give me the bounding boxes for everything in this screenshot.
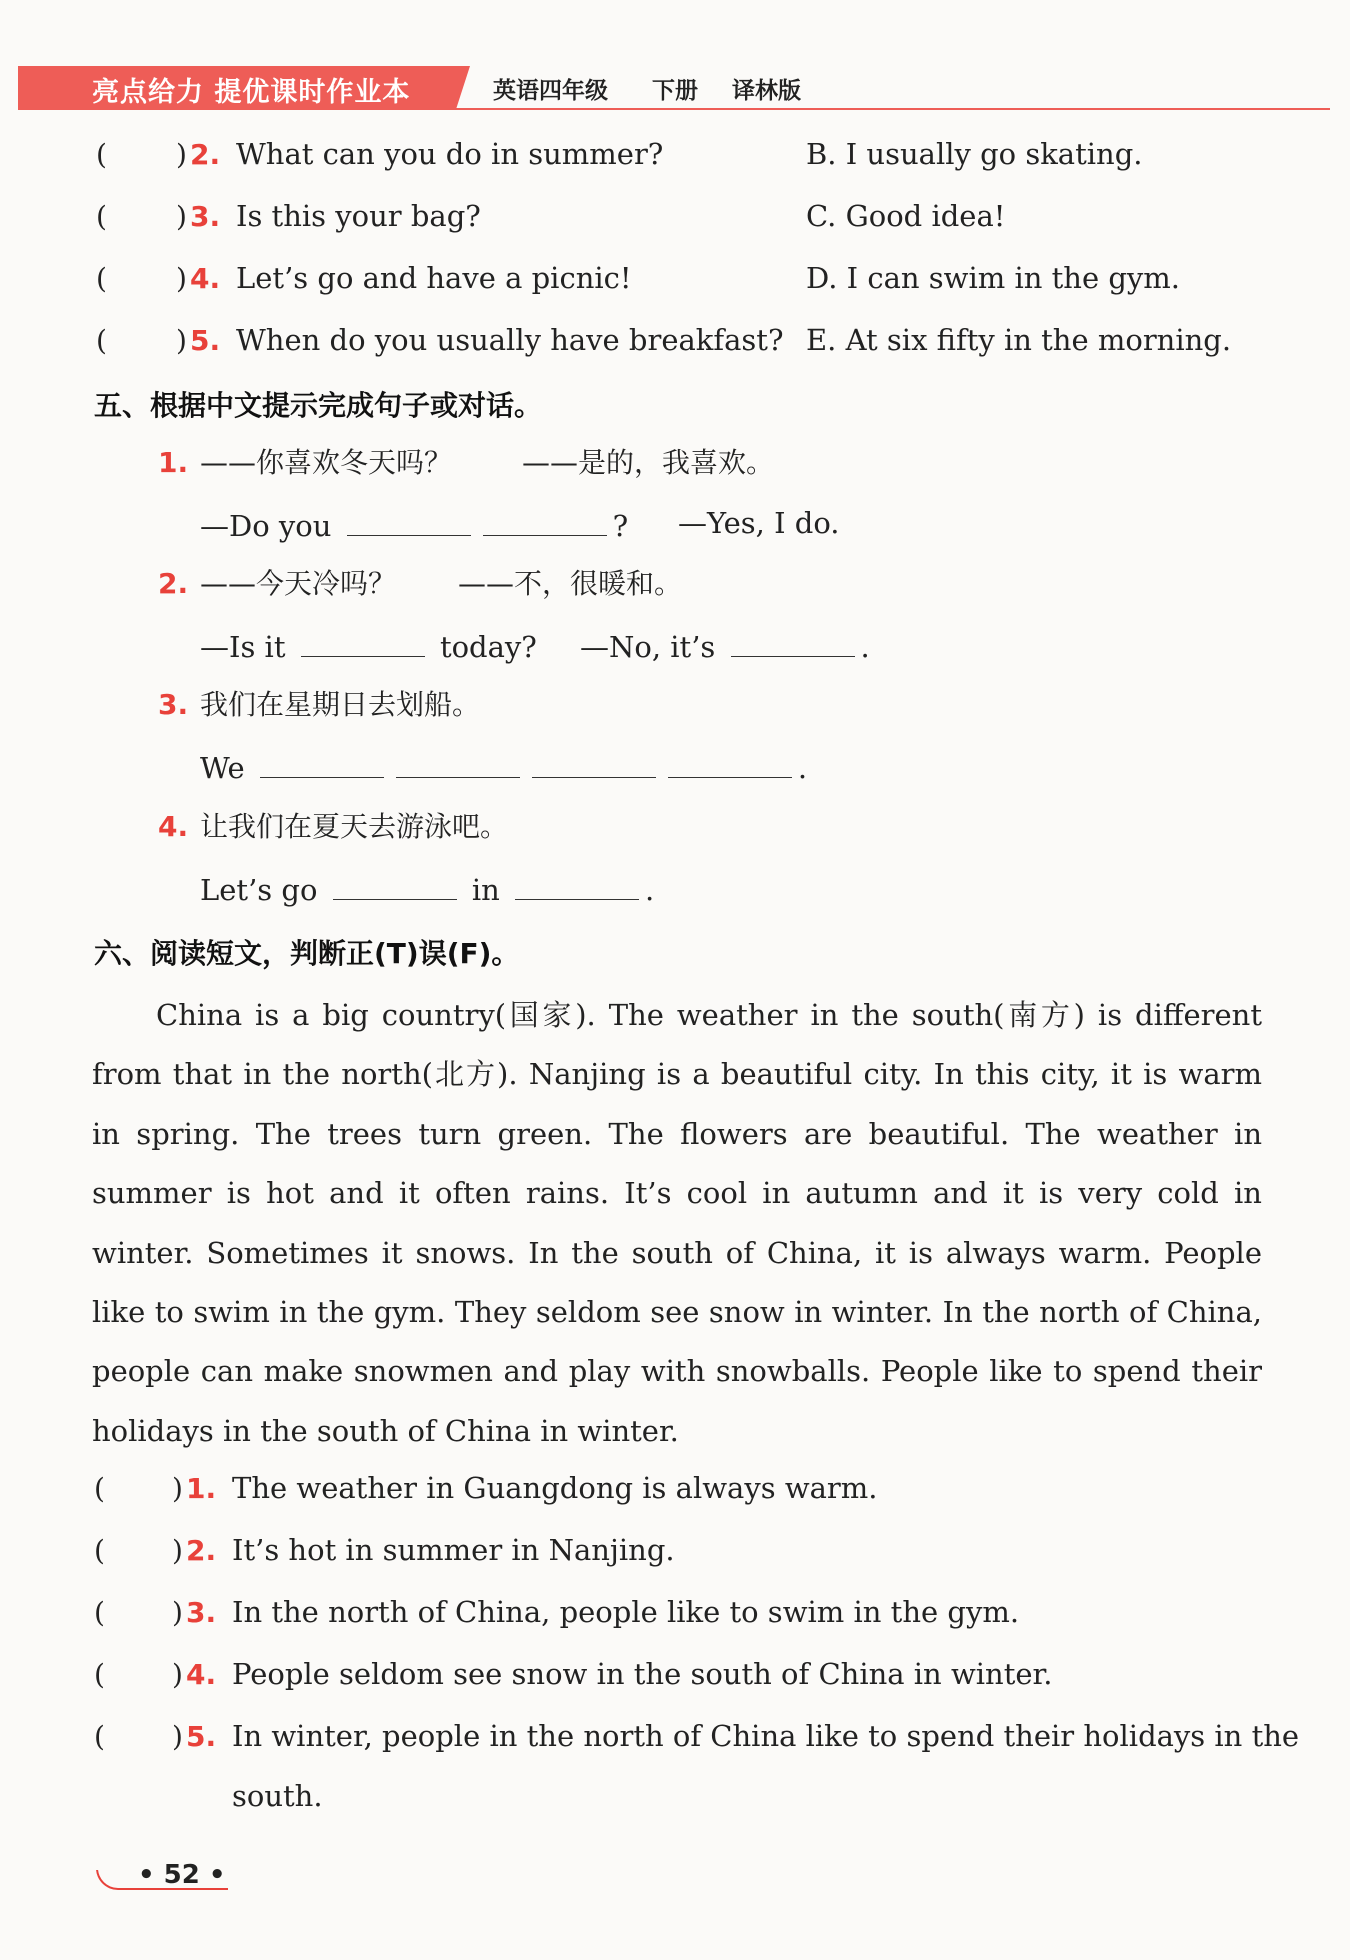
answer-line: Let’s go in .: [200, 869, 654, 908]
answer-blank[interactable]: [347, 505, 471, 536]
answer-blank[interactable]: [483, 505, 607, 536]
question-text: When do you usually have breakfast?: [236, 323, 784, 357]
answer-blank[interactable]: [301, 626, 425, 657]
question-text: In the north of China, people like to swim in the gym.: [232, 1595, 1020, 1629]
question-number: 4.: [190, 262, 221, 295]
answer-blank[interactable]: [731, 626, 855, 657]
chinese-prompt: ——不，很暖和。: [458, 567, 683, 600]
answer-blank[interactable]: [396, 747, 520, 778]
chinese-prompt: ——是的，我喜欢。: [522, 446, 775, 479]
question-number: 2.: [186, 1534, 217, 1567]
answer-option: E. At six fifty in the morning.: [806, 323, 1232, 357]
question-number: 5.: [190, 324, 221, 357]
section-5-title: 五、根据中文提示完成句子或对话。: [94, 389, 543, 422]
edition-label: 译林版: [732, 78, 801, 104]
page-number: • 52 •: [138, 1860, 226, 1890]
header-rule: [18, 108, 1330, 110]
question-number: 1.: [186, 1472, 217, 1505]
subject-label: 英语四年级: [493, 78, 608, 104]
answer-blank[interactable]: [532, 747, 656, 778]
question-number: 2.: [190, 138, 221, 171]
series-title: 亮点给力 提优课时作业本: [92, 77, 411, 108]
answer-blank[interactable]: [668, 747, 792, 778]
answer-option: B. I usually go skating.: [806, 137, 1143, 171]
answer-option: D. I can swim in the gym.: [806, 261, 1180, 295]
answer-option: C. Good idea!: [806, 199, 1006, 233]
answer-blank[interactable]: [515, 869, 639, 900]
reply-text: —Yes, I do.: [678, 506, 840, 540]
question-number: 5.: [186, 1720, 217, 1753]
chinese-prompt: ——你喜欢冬天吗？: [200, 446, 453, 479]
item-number: 3.: [158, 688, 189, 721]
question-text: It’s hot in summer in Nanjing.: [232, 1533, 675, 1567]
volume-label: 下册: [652, 78, 698, 104]
question-text: In winter, people in the north of China like to spend their holidays in the: [232, 1719, 1300, 1753]
chinese-prompt: 让我们在夏天去游泳吧。: [200, 810, 509, 843]
workbook-page: 亮点给力 提优课时作业本 英语四年级 下册 译林版 ( ) 2. What can you do in summer? B. I usually go skating. ( ) 3. Is this your bag? C. Good idea! ( ) 4. Let’s go and have a picnic! D. I can swim in the gym. ( ) 5. When do you usually have breakfast? E. At six fifty in the morning. 五、根据中文提示完成句子或对话。 1. ——你喜欢冬天吗？ ——是的，我喜欢。 —Do you ? —Yes, I do. 2. ——今天冷吗？ ——不，很暖和。 —Is it today? —No, it’s . 3. 我们在星期日去划船。 We . 4. 让我们在夏天去游泳吧。 Let’s go in . 六、阅读短文，判断正(T)误(F)。 China is a big country(国家). The weather in the south(南方) is different from that in the north(北方). Nanjing is a beautiful city. In this city, it is warm in spring. The trees turn green. The flowers are beautiful. The weather in summer is hot and it often rains. It’s cool in autumn and it is very cold in winter. Sometimes it snows. In the south of China, it is always warm. People like to swim in the gym. They seldom see snow in winter. In the north of China, people can make snowmen and play with snowballs. People like to spend their holidays in the south of China in winter. ( ) 1. The weather in Guangdong is always warm. ( ) 2. It’s hot in summer in Nanjing. ( ) 3. In the north of China, people like to swim in the gym. ( ) 4. People seldom see snow in the south of China in winter. ( ) 5. In winter, people in the north of China like to spend their holidays in the south. • 52 •: [0, 0, 1350, 1960]
question-text: People seldom see snow in the south of China in winter.: [232, 1657, 1053, 1691]
reading-passage: [92, 986, 1262, 1461]
question-number: 3.: [186, 1596, 217, 1629]
question-text: Is this your bag?: [236, 199, 481, 233]
answer-line: —Is it today?: [200, 626, 537, 665]
item-number: 4.: [158, 810, 189, 843]
answer-line: —Do you ?: [200, 505, 628, 544]
question-text: The weather in Guangdong is always warm.: [232, 1471, 878, 1505]
reply-line: —No, it’s .: [580, 626, 870, 665]
chinese-prompt: ——今天冷吗？: [200, 567, 397, 600]
answer-line: We .: [200, 747, 807, 786]
question-text: Let’s go and have a picnic!: [236, 261, 632, 295]
question-text: What can you do in summer?: [236, 137, 664, 171]
answer-blank[interactable]: [333, 869, 457, 900]
section-6-title: 六、阅读短文，判断正(T)误(F)。: [94, 937, 520, 970]
item-number: 2.: [158, 567, 189, 600]
answer-blank[interactable]: [260, 747, 384, 778]
chinese-prompt: 我们在星期日去划船。: [200, 688, 481, 721]
question-number: 3.: [190, 200, 221, 233]
question-text-continued: south.: [232, 1779, 323, 1813]
item-number: 1.: [158, 446, 189, 479]
question-number: 4.: [186, 1658, 217, 1691]
passage-text: China is a big country(国家). The weather in the south(南方) is different from that in the north(北方). Nanjing is a beautiful city. In this city, it is warm in spring. The trees turn green. The flowers are beautiful. The weather in summer is hot and it often rains. It’s cool in autumn and it is very cold in winter. Sometimes it snows. In the south of China, it is always warm. People like to swim in the gym. They seldom see snow in winter. In the north of China, people can make snowmen and play with snowballs. People like to spend their holidays in the south of China in winter.: [92, 998, 1262, 1448]
